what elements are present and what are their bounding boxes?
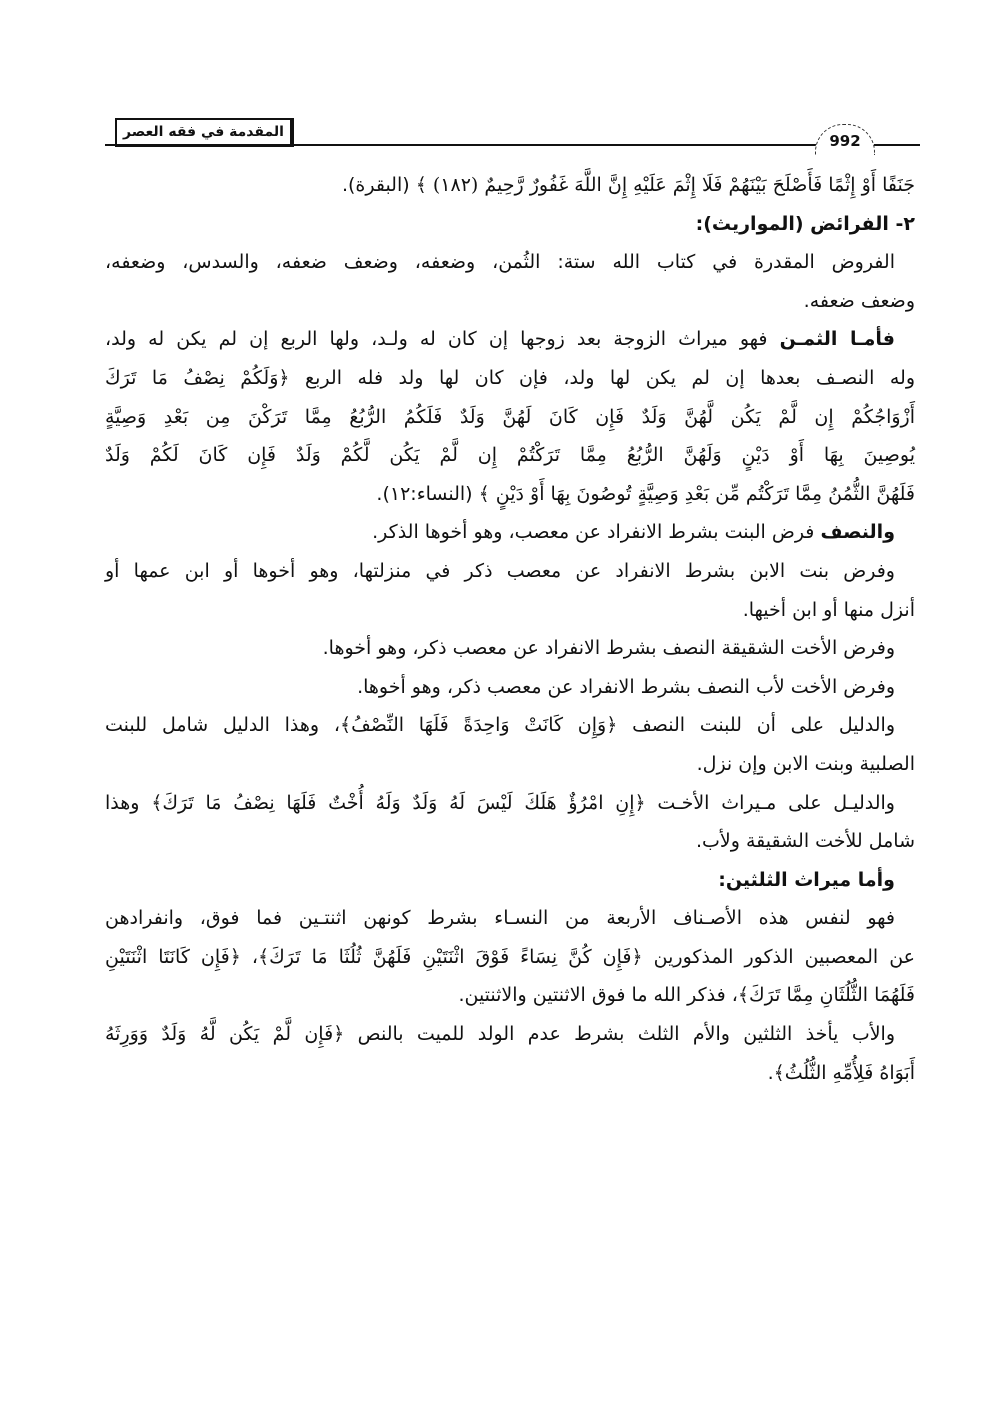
- text-segment: ، وهذا الدليل شامل للبنت: [105, 714, 340, 737]
- quran-quote: جَنَفًا أَوْ إِثْمًا فَأَصْلَحَ بَيْنَهُمْ فَلَا إِثْمَ عَلَيْهِ إِنَّ اللَّهَ غَفُورٌ رَّحِيمٌ (١٨٢) ﴾: [415, 174, 915, 196]
- text-line: [105, 243, 915, 282]
- text-segment: فرض البنت بشرط الانفراد عن معصب، وهو أخوها الذكر.: [372, 521, 821, 544]
- text-line: [105, 282, 915, 321]
- bold-term: وأما ميراث الثلثين:: [718, 868, 895, 891]
- text-line: [105, 938, 915, 977]
- text-segment: وهذا: [105, 791, 152, 814]
- text-line: [105, 976, 915, 1015]
- text-segment: الفروض المقدرة في كتاب الله ستة: الثُمن، وضعفه، وضعف ضعفه، والسدس، وضعفه،: [105, 251, 895, 274]
- text-line: [105, 784, 915, 823]
- text-line: [105, 899, 915, 938]
- text-segment: وفرض الأخت الشقيقة النصف بشرط الانفراد عن معصب ذكر، وهو أخوها.: [322, 637, 895, 660]
- text-line: [105, 591, 915, 630]
- text-line: [105, 436, 915, 475]
- text-line: [105, 320, 915, 359]
- text-line: [105, 745, 915, 784]
- text-segment: (النساء:١٢).: [376, 482, 479, 505]
- text-segment: أنزل منها أو ابن أخيها.: [742, 598, 915, 621]
- running-header: [105, 118, 920, 150]
- text-line: [105, 398, 915, 437]
- text-segment: وفرض بنت الابن بشرط الانفراد عن معصب ذكر في منزلتها، وهو أخوها أو ابن عمها أو: [105, 559, 895, 582]
- quran-quote: أَزْوَاجُكُمْ إِن لَّمْ يَكُن لَّهُنَّ وَلَدٌ فَإِن كَانَ لَهُنَّ وَلَدٌ فَلَكُمُ الرُّبُعُ مِمَّا تَرَكْنَ مِن بَعْدِ وَصِيَّةٍ: [105, 405, 915, 428]
- text-line: [105, 513, 915, 552]
- quran-quote: فَلَهُمَا الثُّلُثَانِ مِمَّا تَرَكَ﴾: [737, 984, 915, 1007]
- quran-quote: ﴿وَإِن كَانَتْ وَاحِدَةً فَلَهَا النِّصْفُ﴾: [339, 714, 618, 737]
- quran-quote: يُوصِينَ بِهَا أَوْ دَيْنٍ وَلَهُنَّ الرُّبُعُ مِمَّا تَرَكْتُمْ إِن لَّمْ يَكُن لَّكُمْ وَلَدٌ فَإِن كَانَ لَكُمْ وَلَدٌ: [105, 444, 915, 467]
- text-segment: الصلبية وبنت الابن وإن نزل.: [696, 752, 915, 775]
- quran-quote: ﴿فَإِن لَّمْ يَكُن لَّهُ وَلَدٌ وَوَرِثَهُ: [105, 1023, 345, 1046]
- text-segment: وله النصـف بعدها إن لم يكن لها ولد، فإن كان لها ولد فله الربع: [289, 366, 916, 389]
- text-segment: فهو ميراث الزوجة بعد زوجها إن كان له ولـد، ولها الربع إن لم يكن له ولد،: [105, 328, 780, 351]
- text-segment: فهو لنفس هذه الأصـناف الأربعة من النسـاء بشرط كونهن اثنتـين فما فوق، وانفرادهن: [105, 907, 895, 930]
- text-line: [105, 822, 915, 861]
- text-segment: والدليـل على مـيراث الأخـت: [645, 791, 895, 814]
- text-segment: ، فذكر الله ما فوق الاثنتين والاثنتين.: [458, 984, 738, 1007]
- page-number: 992: [815, 124, 875, 155]
- quran-quote: ﴿إِنِ امْرُؤٌ هَلَكَ لَيْسَ لَهُ وَلَدٌ وَلَهُ أُخْتٌ فَلَهَا نِصْفُ مَا تَرَكَ﴾: [151, 791, 646, 814]
- text-segment: ،: [240, 945, 259, 968]
- text-segment: (البقرة).: [341, 174, 416, 196]
- text-line: [105, 706, 915, 745]
- text-segment: .: [767, 1061, 774, 1084]
- text-segment: عن المعصبين الذكور المذكورين: [642, 945, 916, 968]
- text-line: [105, 861, 915, 900]
- page-body: [105, 166, 915, 1092]
- text-line: [105, 166, 915, 205]
- quran-quote: ﴿وَلَكُمْ نِصْفُ مَا تَرَكَ: [105, 366, 290, 389]
- text-line: [105, 359, 915, 398]
- book-title: المقدمة في فقه العصر: [115, 118, 294, 147]
- quran-quote: ﴿فَإِن كَانَتَا اثْنَتَيْنِ: [105, 945, 241, 968]
- text-segment: شامل للأخت الشقيقة ولأب.: [695, 830, 915, 853]
- text-segment: وفرض الأخت لأب النصف بشرط الانفراد عن معصب ذكر، وهو أخوها.: [357, 675, 895, 698]
- text-line: [105, 629, 915, 668]
- text-line: [105, 552, 915, 591]
- text-segment: وضعف ضعفه.: [803, 289, 915, 312]
- text-segment: والدليل على أن للبنت النصف: [617, 714, 895, 737]
- text-line: [105, 475, 915, 514]
- text-line: [105, 205, 915, 244]
- text-segment: والأب يأخذ الثلثين والأم الثلث بشرط عدم الولد للميت بالنص: [344, 1023, 895, 1046]
- quran-quote: أَبَوَاهُ فَلِأُمِّهِ الثُّلُثُ﴾: [773, 1061, 915, 1084]
- quran-quote: ﴿فَإِن كُنَّ نِسَاءً فَوْقَ اثْنَتَيْنِ فَلَهُنَّ ثُلُثَا مَا تَرَكَ﴾: [258, 945, 643, 968]
- bold-term: والنصف: [820, 521, 895, 544]
- text-line: [105, 668, 915, 707]
- text-line: [105, 1015, 915, 1054]
- quran-quote: فَلَهُنَّ الثُّمُنُ مِمَّا تَرَكْتُم مِّن بَعْدِ وَصِيَّةٍ تُوصُونَ بِهَا أَوْ دَيْنٍ ﴾: [478, 482, 915, 505]
- text-line: [105, 1054, 915, 1093]
- bold-term: ٢- الفرائض (المواريث):: [695, 212, 915, 235]
- bold-term: فأمـا الثمـن: [779, 328, 895, 351]
